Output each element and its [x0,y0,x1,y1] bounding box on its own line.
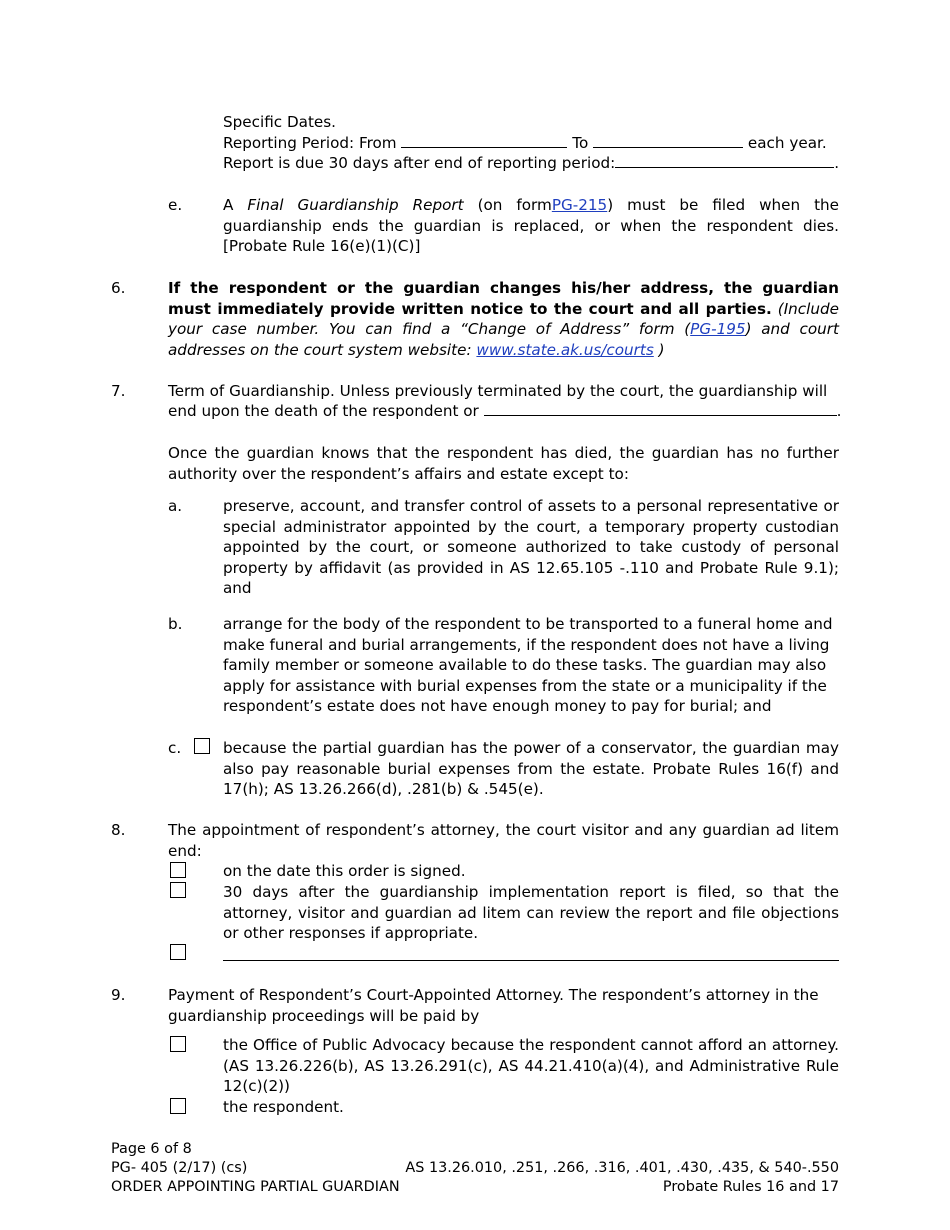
item-7b-label: b. [168,615,183,633]
item-7-line2: end upon the death of the respondent or . [168,402,842,420]
footer-right [405,1159,839,1197]
item-5e-on-form: (on form [477,196,552,214]
reporting-due-label: Report is due 30 days after end of reporting period: [223,154,616,172]
item-8-option-1: on the date this order is signed. [223,862,466,880]
item-7a-text: preserve, account, and transfer control of assets to a personal representative or special administrator appointed by the court, a temporary property custodian appointed by the court, or someone authorized to take custody of personal property by affidavit (as provided in AS 12.65.105 -.110 and Probate Rule 9.1); and [223,497,839,598]
footer-rules: Probate Rules 16 and 17 [662,1179,839,1195]
reporting-to-field[interactable] [593,133,743,148]
item-7-line1: Term of Guardianship. Unless previously terminated by the court, the guardianship will [168,382,828,400]
item-7-line2-text: end upon the death of the respondent or [168,402,479,420]
item-7-para: Once the guardian knows that the respondent has died, the guardian has no further authority over the respondent’s affairs and estate except to: [168,444,839,483]
item-7a-label: a. [168,497,183,515]
reporting-specific-dates: Specific Dates. [223,113,336,131]
item-9-text: Payment of Respondent’s Court-Appointed Attorney. The respondent’s attorney in the guardianship proceedings will be paid by [168,986,819,1025]
item-8-checkbox-3[interactable] [170,944,186,960]
item-8-other-field[interactable] [223,960,839,961]
reporting-due-field[interactable] [615,153,834,168]
footer-form-number: PG- 405 (2/17) (cs) [111,1160,248,1176]
item-5e-form-name: Final Guardianship Report [247,196,464,214]
reporting-due-line: Report is due 30 days after end of reporting period: . [223,154,840,172]
court-website-link[interactable]: www.state.ak.us/courts [476,340,654,359]
item-8-number: 8. [111,821,126,839]
item-7-number: 7. [111,382,126,400]
item-8-checkbox-2[interactable] [170,882,186,898]
item-5e-a: A [223,196,234,214]
item-9-checkbox-2[interactable] [170,1098,186,1114]
item-6-italic: (Include your case number. You can find a “Change of Address” form (PG-195) and court addresses on the court system website: www.state.ak.us/courts ) [168,299,839,359]
item-8-text: The appointment of respondent’s attorney, the court visitor and any guardian ad litem end: [168,821,839,860]
item-5e-text [223,195,839,257]
item-6-bold: If the respondent or the guardian changes his/her address, the guardian must immediately provide written notice to the court and all parties. [168,279,839,318]
reporting-period-line [223,133,839,154]
item-9-number: 9. [111,986,126,1004]
footer-form-title: ORDER APPOINTING PARTIAL GUARDIAN [111,1179,400,1195]
term-end-field[interactable] [484,401,837,416]
item-7c-label: c. [168,739,182,757]
footer-left [111,1140,400,1197]
footer-statutes: AS 13.26.010, .251, .266, .316, .401, .430, .435, & 540-.550 [405,1160,839,1176]
item-7c-text: because the partial guardian has the power of a conservator, the guardian may also pay reasonable burial expenses from the estate. Probate Rules 16(f) and 17(h); AS 13.26.266(d), .281(b) & .545(e). [223,739,839,799]
reporting-from-field[interactable] [401,133,567,148]
pg-195-link[interactable]: PG-195 [690,320,746,339]
item-7c-checkbox[interactable] [194,738,210,754]
item-5e-rest: ) must be filed when the guardianship ends the guardian is replaced, or when the respondent dies. [Probate Rule 16(e)(1)(C)] [223,196,840,256]
item-6-text [168,278,839,360]
reporting-from-label: Reporting Period: From [223,134,397,152]
item-8-checkbox-1[interactable] [170,862,186,878]
item-5e-label: e. [168,196,183,214]
pg-215-link[interactable]: PG-215 [551,196,608,214]
item-9-option-1: the Office of Public Advocacy because the respondent cannot afford an attorney. (AS 13.26.226(b), AS 13.26.291(c), AS 44.21.410(a)(4), and Administrative Rule 12(c)(2)) [223,1036,839,1096]
reporting-to-label: To [572,134,589,152]
footer-page: Page 6 of 8 [111,1141,192,1157]
reporting-each-year: each year. [747,134,827,152]
item-9-option-2: the respondent. [223,1098,344,1116]
item-9-checkbox-1[interactable] [170,1036,186,1052]
item-6-number: 6. [111,279,126,297]
item-7b-text: arrange for the body of the respondent to be transported to a funeral home and make funeral and burial arrangements, if the respondent does not have a living family member or someone available to do these tasks. The guardian may also apply for assistance with burial expenses from the state or a municipality if the respondent’s estate does not have enough money to pay for burial; and [223,615,833,716]
item-8-option-2: 30 days after the guardianship implementation report is filed, so that the attorney, visitor and guardian ad litem can review the report and file objections or other responses if appropriate. [223,883,839,943]
